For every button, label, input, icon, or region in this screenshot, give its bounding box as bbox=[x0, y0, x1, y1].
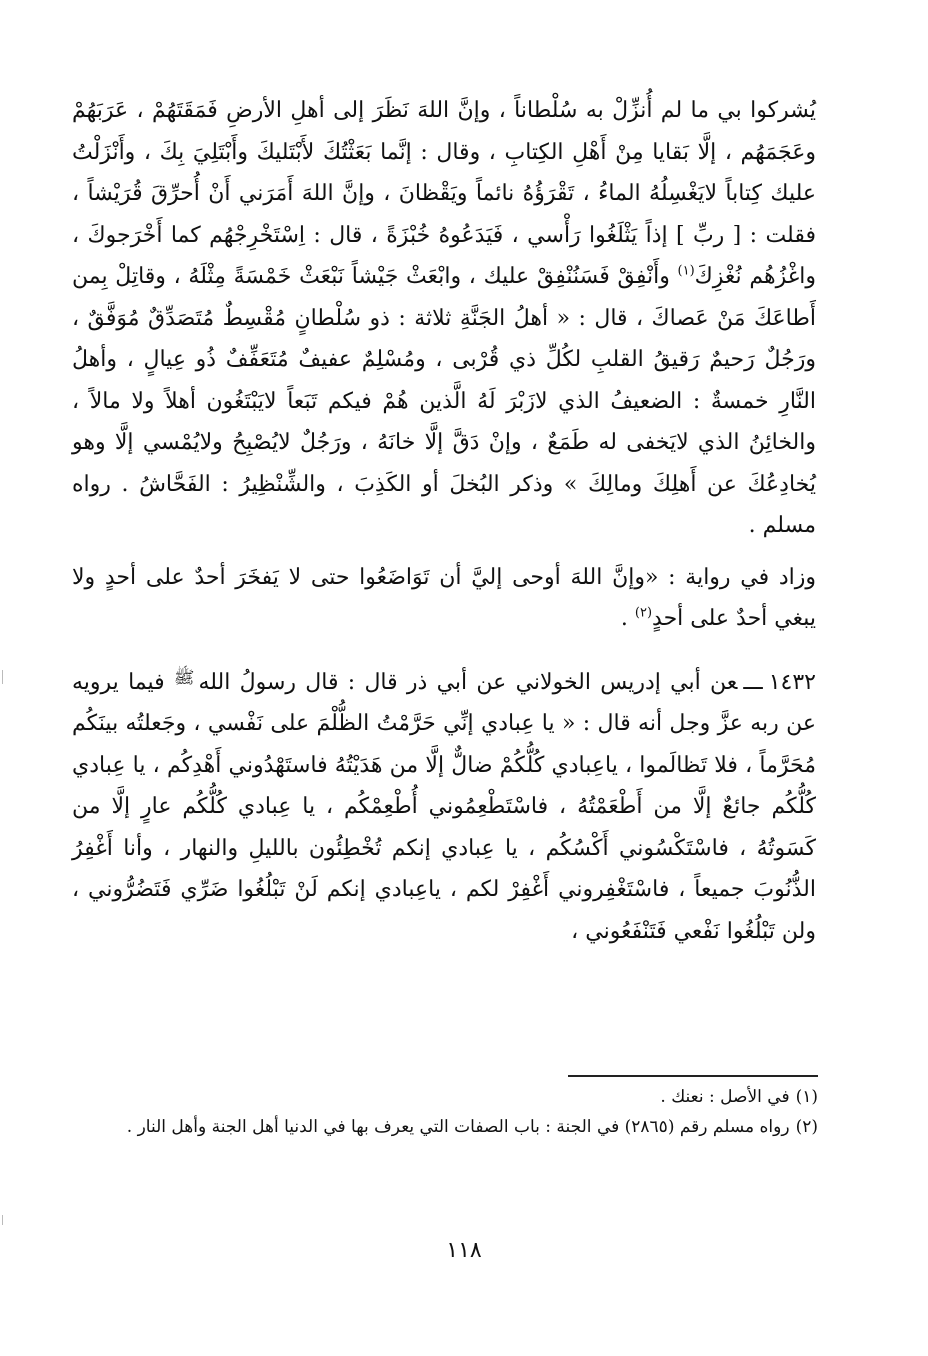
footnotes bbox=[72, 1082, 818, 1142]
hadith-number: ١٤٣٢ bbox=[768, 669, 816, 695]
footnote-text: في الأصل : نعنك . bbox=[660, 1087, 790, 1107]
paragraph-end: . bbox=[620, 606, 635, 631]
paragraph-text: يُشركوا بي ما لم أُنزِّلْ به سُلْطاناً ، وإنَّ اللهَ نَظَرَ إلى أهلِ الأرضِ فَمَقَتَهُمْ ، عَرَبَهُمْ وعَجَمَهُم ، إلَّا بَقايا مِنْ أَهْلِ الكِتابِ ، وقال : إنَّما بَعَثْتُكَ لأَبْتَليكَ وأَبْتَلِيَ بِكَ ، وأَنْزَلْتُ عليك كِتاباً لايَغْسِلُهُ الماءُ ، تَقْرَؤُهُ نائماً ويَقْظانَ ، وإنَّ اللهَ أَمَرَني أَنْ أُحرِّقَ قُرَيْشاً ، فقلت : [ ربِّ ] إذاً يَثْلَغُوا رَأْسي ، فَيَدَعُوهُ خُبْزَةً ، قال : اِسْتَخْرِجْهُم كما أَخْرَجوكَ ، واغْزُهُم نُغْزِكَ bbox=[72, 98, 816, 289]
footnote-number: (٢) bbox=[795, 1117, 818, 1137]
footnote-2 bbox=[72, 1112, 818, 1142]
hadith-1432-paragraph bbox=[72, 658, 816, 953]
scan-edge-mark bbox=[2, 1215, 3, 1225]
footnote-separator bbox=[568, 1075, 818, 1077]
footnote-number: (١) bbox=[795, 1087, 818, 1107]
hadith-text: فيما يرويه عن ربه عزَّ وجل أنه قال : « يا عِبادي إنِّي حَرَّمْتُ الظُّلْمَ على نَفْسي ، وجَعلتُه بينَكُم مُحَرَّماً ، فلا تَظالَموا ، ياعِبادي كُلُّكُمْ ضالٌّ إلَّا من هَدَيْتُهُ فاستَهْدُوني أَهْدِكُم ، يا عِبادي كُلُّكُم جائعٌ إلَّا من أَطْعَمْتُهُ ، فاسْتَطْعِمُوني أُطْعِمْكُم ، يا عِبادي كُلُّكُم عارٍ إلَّا من كَسَوتُهُ ، فاسْتَكْسُوني أَكْسُكُم ، يا عِبادي إنكم تُخْطِئُون بالليلِ والنهار ، وأنا أَغْفِرُ الذُّنُوبَ جميعاً ، فاسْتَغْفِروني أَغْفِرْ لكم ، ياعِبادي إنكم لَنْ تَبْلُغُوا ضَرِّي فَتَضُرُّوني ، ولن تَبْلُغُوا نَفْعي فَتَنْفَعُوني ، bbox=[72, 669, 816, 944]
hadith-dash: ـــ bbox=[743, 669, 763, 695]
additional-narration-paragraph bbox=[72, 557, 816, 640]
hadith-text-paragraph bbox=[72, 90, 816, 547]
footnote-marker-1: (١) bbox=[677, 263, 695, 279]
paragraph-text-continued: وأَنْفِقْ فَسَنُنْفِقْ عليك ، وابْعَثْ جَيْشاً نَبْعَثْ خَمْسَةً مِثْلَهُ ، وقاتِلْ بِمن أَطاعَكَ مَنْ عَصاكَ ، قال : « أهلُ الجَنَّةِ ثلاثة : ذو سُلْطانٍ مُقْسِطٌ مُتَصَدِّقٌ مُوَفَّقٌ ، ورَجُلٌ رَحيمٌ رَقيقُ القلبِ لكُلِّ ذي قُرْبى ، ومُسْلِمٌ عفيفٌ مُتَعَفِّفٌ ذُو عِيالٍ ، وأهلُ النَّارِ خمسةٌ : الضعيفُ الذي لازَبْرَ لَهُ الَّذين هُمْ فيكم تَبَعاً لايَبْتَغُون أهلاً ولا مالاً ، والخائِنُ الذي لايَخفى له طَمَعٌ ، وإنْ دَقَّ إلَّا خانَهُ ، ورَجُلٌ لايُصْبِحُ ولايُمْسي إلَّا وهو يُخادِعُكَ عن أَهلِكَ ومالِكَ » وذكر البُخلَ أو الكَذِبَ ، والشِّنْظِيرُ : الفَحَّاشُ . رواه مسلم . bbox=[72, 264, 816, 538]
salla-allah-alayhi-wasallam-icon: ﷺ bbox=[173, 667, 195, 688]
footnote-text: رواه مسلم رقم (٢٨٦٥) في الجنة : باب الصفات التي يعرف بها في الدنيا أهل الجنة وأهل النار . bbox=[126, 1117, 790, 1137]
main-text-body bbox=[72, 90, 816, 952]
scan-edge-mark bbox=[2, 670, 3, 684]
paragraph-text: وزاد في رواية : «وإنَّ اللهَ أوحى إليَّ أن تَوَاضَعُوا حتى لا يَفخَرَ أحدٌ على أحدٍ ولا يبغي أحدٌ على أحدٍ bbox=[72, 564, 816, 631]
footnote-1 bbox=[72, 1082, 818, 1112]
page-number: ١١٨ bbox=[446, 1238, 482, 1263]
isnad-text: عن أبي إدريس الخولاني عن أبي ذر قال : قال رسولُ الله bbox=[198, 669, 738, 695]
footnote-marker-2: (٢) bbox=[634, 605, 653, 621]
